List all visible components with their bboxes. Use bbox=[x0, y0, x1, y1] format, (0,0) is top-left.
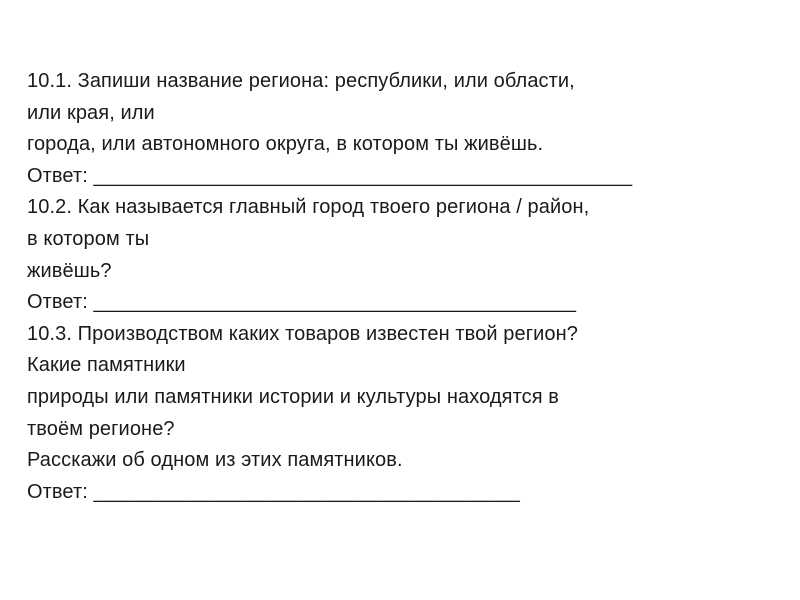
task-10-3-answer-line: Ответ: ______________________________________ bbox=[27, 480, 521, 503]
task-10-3-question-line-5: Расскажи об одном из этих памятников. bbox=[27, 449, 403, 472]
task-10-1-answer-line: Ответ: ________________________________________________ bbox=[27, 164, 633, 187]
task-text bbox=[27, 66, 787, 508]
task-10-1-question-line-1: 10.1. Запиши название региона: республики, или области, bbox=[27, 70, 575, 92]
task-10-3-question-line-2: Какие памятники bbox=[27, 354, 186, 377]
task-10-3-question-line-3: природы или памятники истории и культуры находятся в bbox=[27, 385, 560, 408]
task-10-2-question-line-3: живёшь? bbox=[27, 259, 112, 282]
task-10-2-question-line-2: в котором ты bbox=[27, 227, 150, 250]
task-10-1-question-line-3: города, или автономного округа, в котором ты живёшь. bbox=[27, 133, 544, 156]
task-10-3-question-line-4: твоём регионе? bbox=[27, 417, 175, 440]
task-10-3-question-line-1: 10.3. Производством каких товаров известен твой регион? bbox=[27, 322, 578, 345]
task-10-2-question-line-1: 10.2. Как называется главный город твоего региона / район, bbox=[27, 196, 590, 219]
task-10-2-answer-line: Ответ: ___________________________________________ bbox=[27, 291, 577, 314]
task-10-1-question-line-2: или края, или bbox=[27, 101, 155, 124]
